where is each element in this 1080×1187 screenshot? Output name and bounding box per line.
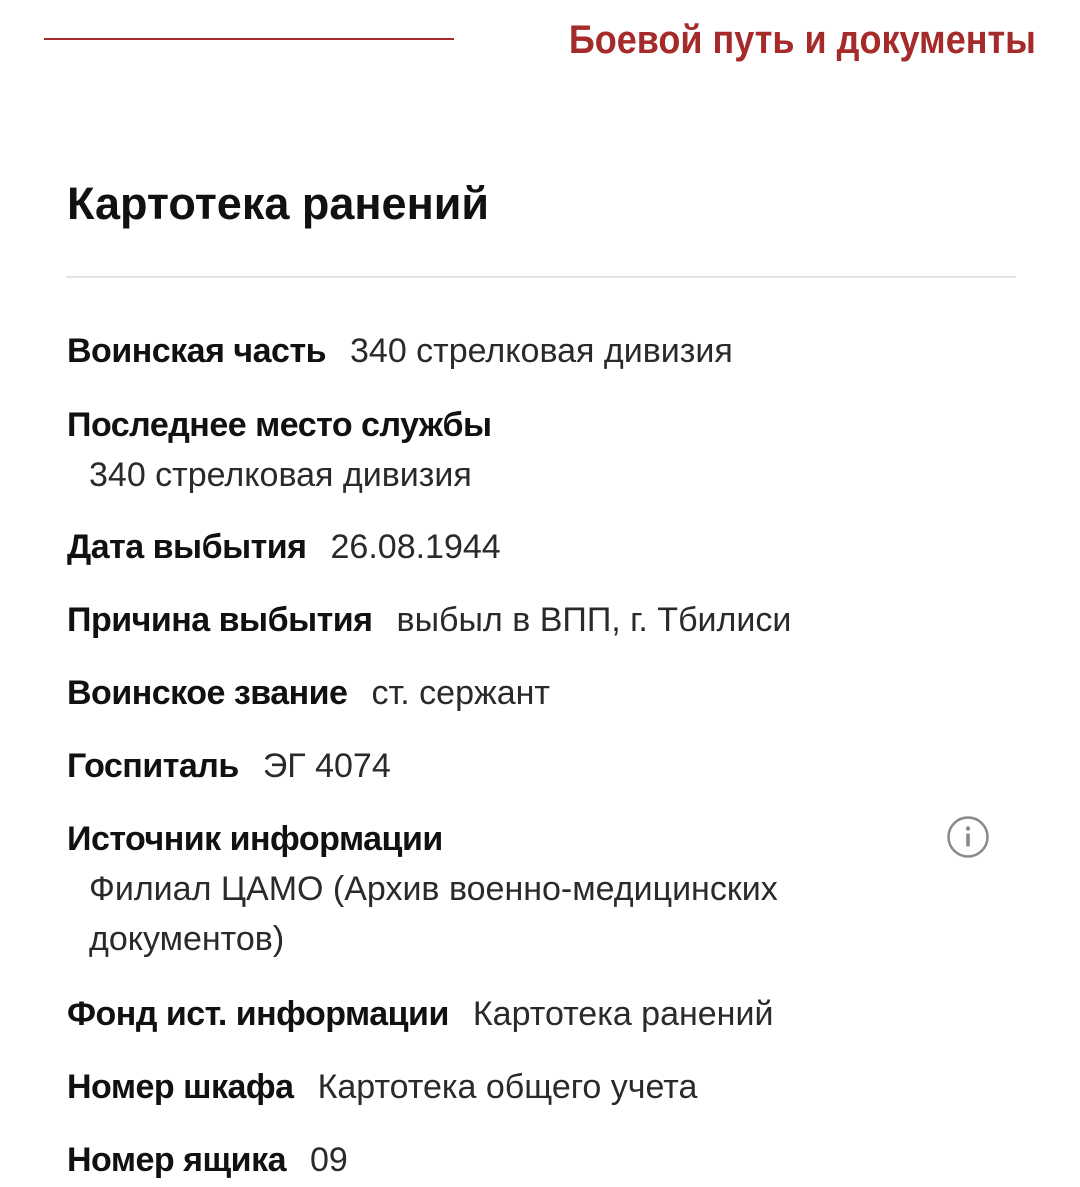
field-rank	[67, 668, 937, 718]
field-rank-label: Воинское звание	[67, 674, 348, 712]
section-header	[0, 0, 1080, 80]
card-title: Картотека ранений	[67, 178, 490, 229]
section-header-rule	[44, 38, 454, 40]
field-box-label: Номер ящика	[67, 1141, 287, 1179]
field-departure-reason-value: выбыл в ВПП, г. Тбилиси	[396, 601, 792, 639]
info-icon[interactable]	[946, 815, 990, 859]
field-source	[67, 814, 857, 964]
field-source-value: Филиал ЦАМО (Архив военно-медицинских документов)	[89, 870, 778, 958]
field-cabinet	[67, 1062, 937, 1112]
section-title: Боевой путь и документы	[569, 18, 1036, 62]
field-departure-date-value: 26.08.1944	[330, 528, 501, 566]
field-departure-date	[67, 522, 937, 572]
field-fund	[67, 989, 937, 1039]
title-divider	[66, 276, 1016, 278]
field-unit-label: Воинская часть	[67, 332, 326, 370]
field-unit	[67, 326, 937, 376]
field-departure-reason	[67, 595, 937, 645]
field-hospital-value: ЭГ 4074	[262, 747, 391, 785]
field-cabinet-value: Картотека общего учета	[317, 1068, 698, 1106]
field-box-value: 09	[310, 1141, 348, 1179]
field-last-service-label: Последнее место службы	[67, 406, 492, 444]
field-unit-value: 340 стрелковая дивизия	[350, 332, 733, 370]
field-fund-label: Фонд ист. информации	[67, 995, 449, 1033]
field-cabinet-label: Номер шкафа	[67, 1068, 294, 1106]
field-departure-date-label: Дата выбытия	[67, 528, 307, 566]
field-source-label: Источник информации	[67, 820, 443, 858]
field-rank-value: ст. сержант	[371, 674, 551, 712]
field-last-service	[67, 400, 937, 500]
field-hospital-label: Госпиталь	[67, 747, 239, 785]
field-last-service-value: 340 стрелковая дивизия	[89, 456, 472, 494]
field-hospital	[67, 741, 937, 791]
field-departure-reason-label: Причина выбытия	[67, 601, 373, 639]
field-fund-value: Картотека ранений	[472, 995, 774, 1033]
field-box	[67, 1135, 937, 1185]
